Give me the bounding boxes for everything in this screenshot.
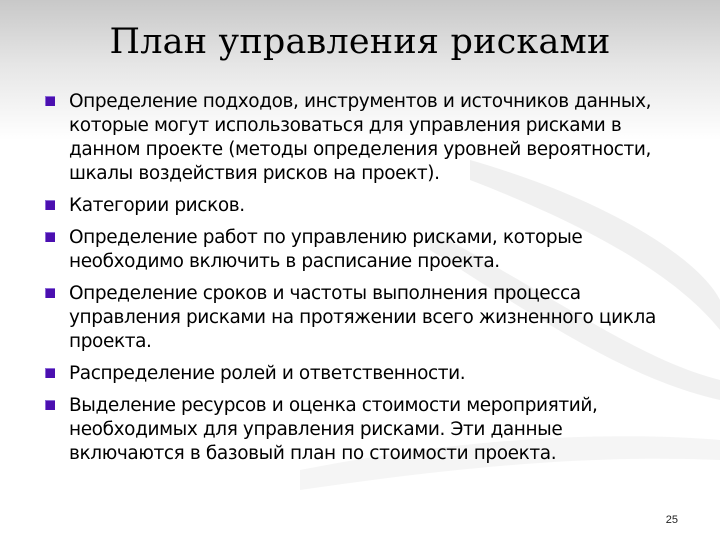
bullet-item (44, 282, 664, 354)
bullet-item (44, 362, 664, 386)
bullet-text: Определение сроков и частоты выполнения процесса управления рисками на протяжении всего жизненного цикла проекта. (69, 283, 656, 352)
bullet-item (44, 90, 664, 186)
bullet-text: Распределение ролей и ответственности. (69, 363, 466, 384)
bullet-text: Определение работ по управлению рисками, которые необходимо включить в расписание проекта. (69, 227, 583, 272)
square-bullet-icon (45, 232, 55, 242)
square-bullet-icon (45, 96, 55, 106)
bullet-item (44, 226, 664, 274)
bullet-text: Определение подходов, инструментов и источников данных, которые могут использоваться для управления рисками в данном проекте (методы определения уровней вероятности, шкалы воздействия рисков на проект). (69, 91, 652, 184)
bullet-item (44, 194, 664, 218)
bullet-item (44, 394, 664, 466)
square-bullet-icon (45, 400, 55, 410)
page-number: 25 (665, 514, 678, 526)
square-bullet-icon (45, 200, 55, 210)
bullet-text: Категории рисков. (69, 195, 245, 216)
bullet-text: Выделение ресурсов и оценка стоимости мероприятий, необходимых для управления рисками. Эти данные включаются в базовый план по стоимости проекта. (69, 395, 598, 464)
bullet-list (44, 90, 664, 474)
square-bullet-icon (45, 368, 55, 378)
square-bullet-icon (45, 288, 55, 298)
slide-title: План управления рисками (109, 22, 611, 62)
